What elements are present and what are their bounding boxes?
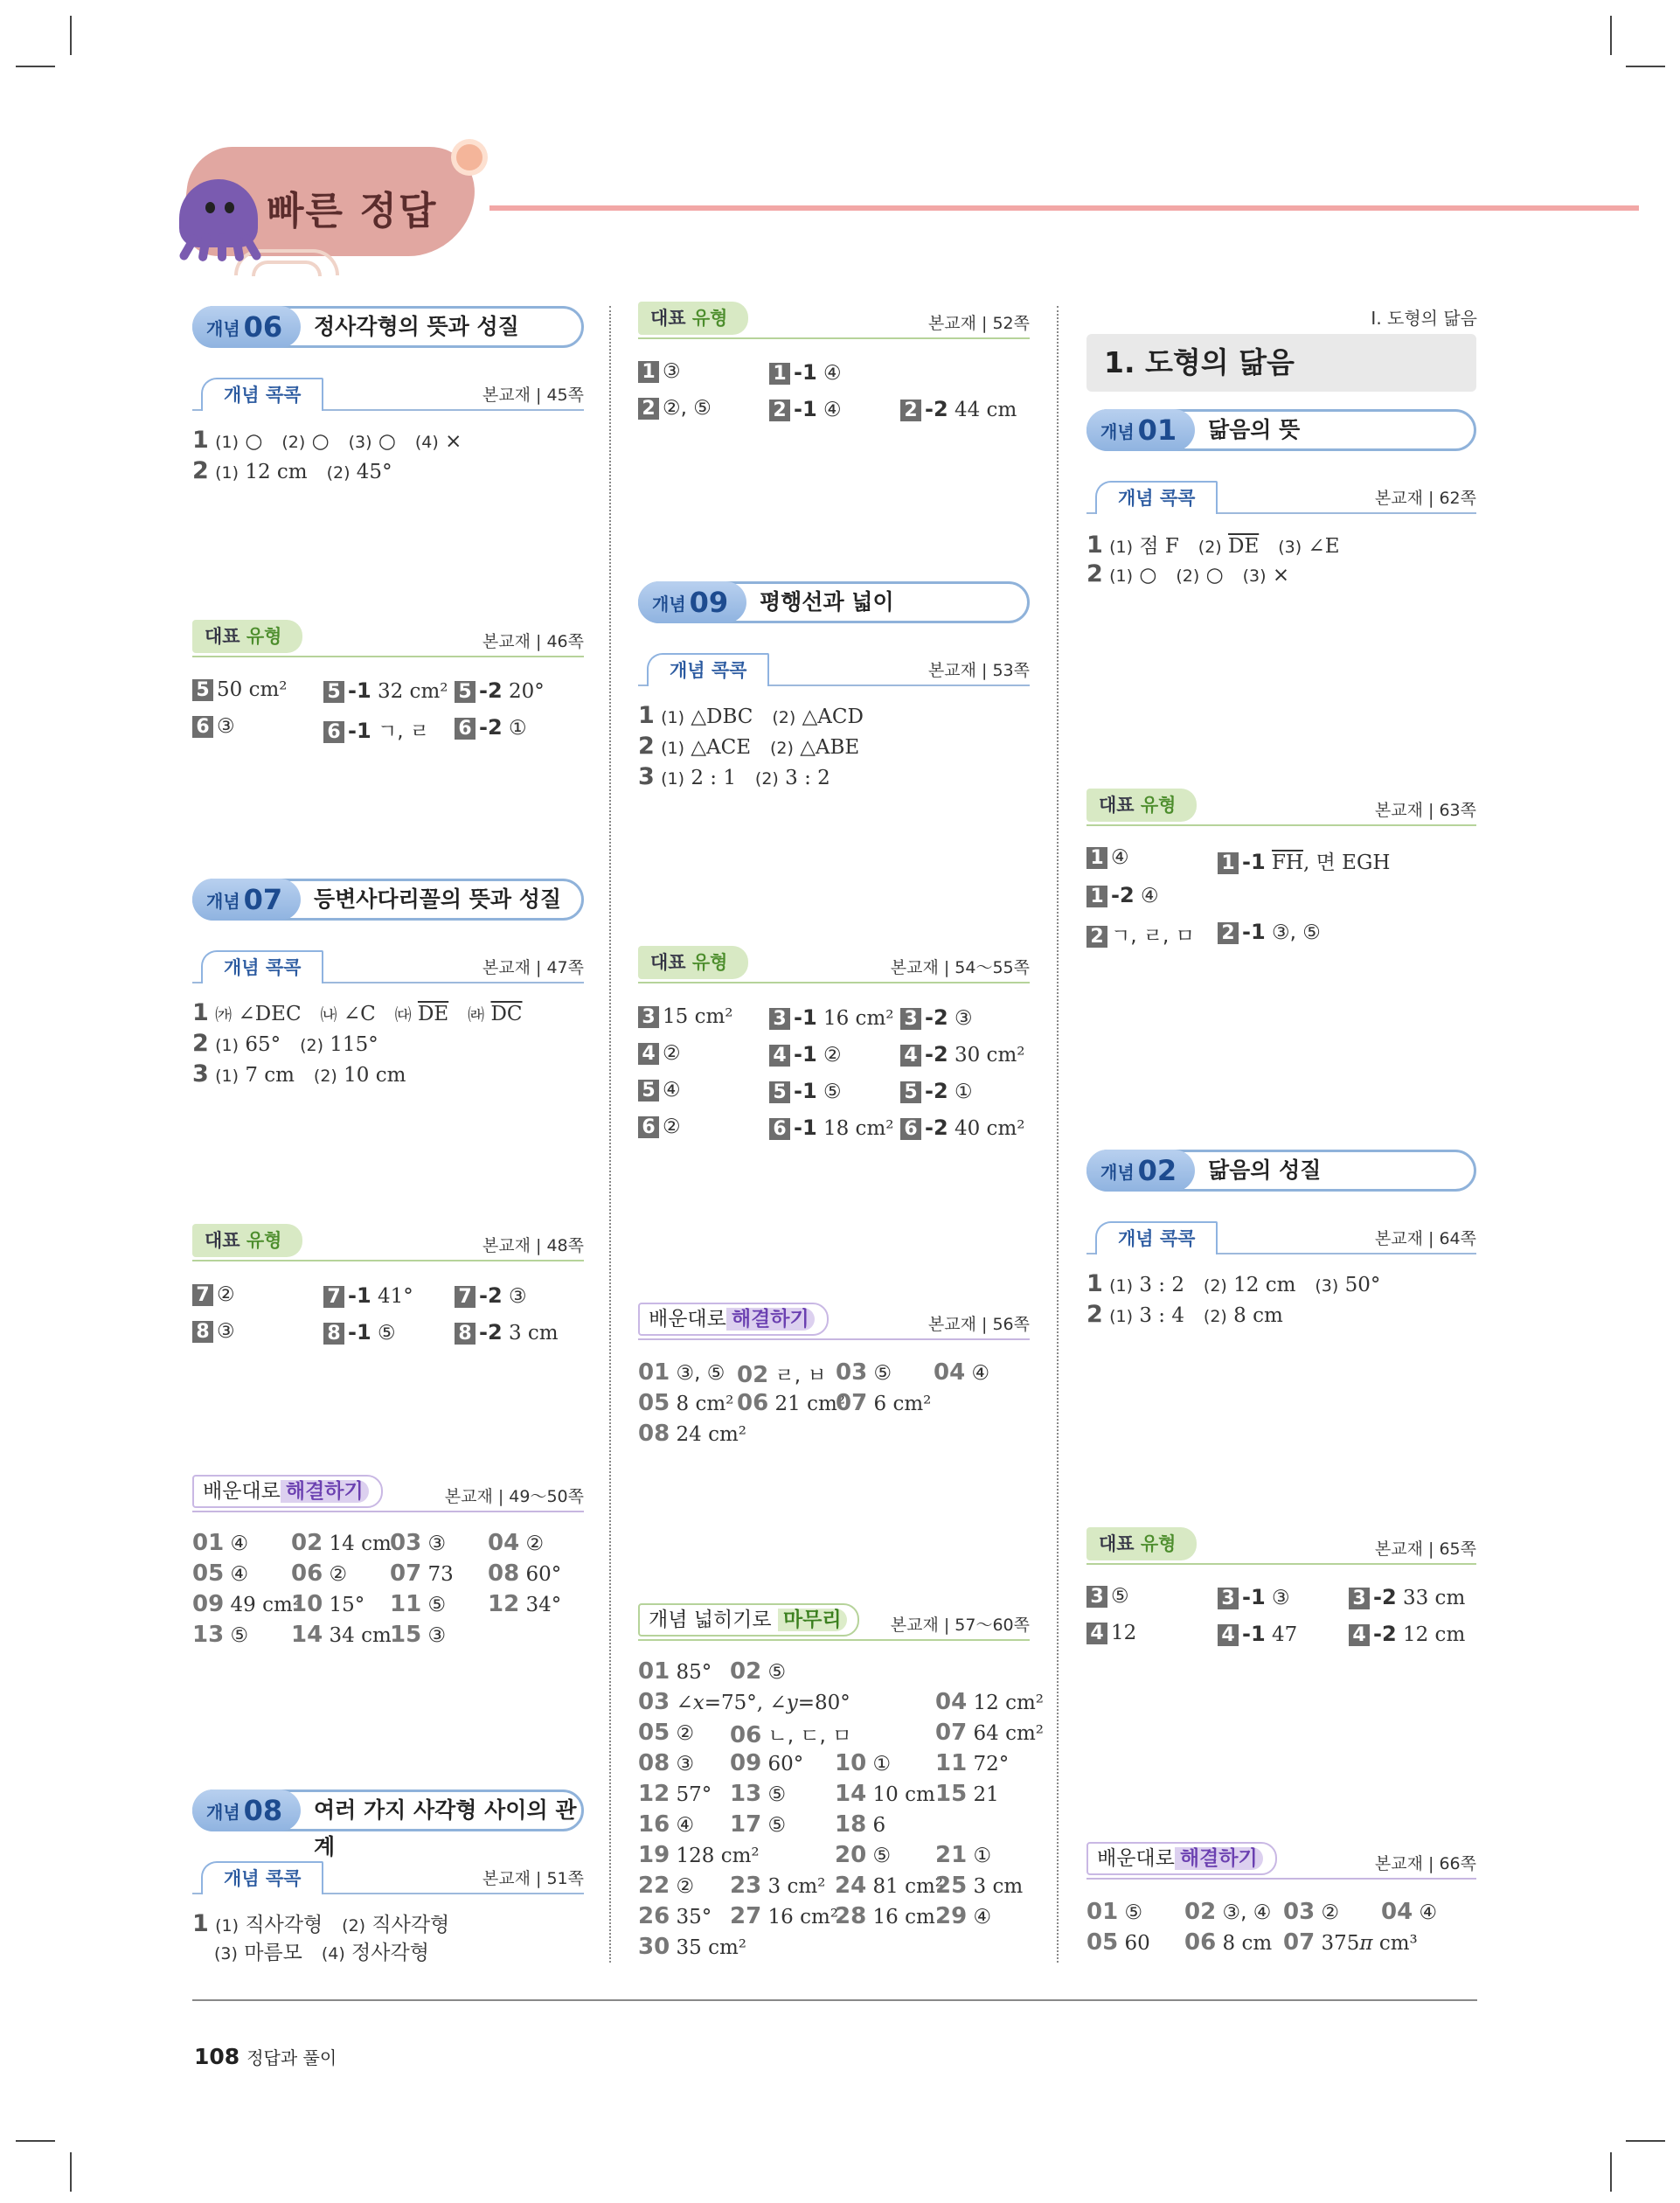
answer-line: 15 ③ [390, 1622, 447, 1648]
answer-line: 19 128 cm² [638, 1842, 760, 1868]
answer-line: 11 72° [935, 1750, 1010, 1776]
crop-mark [1610, 2152, 1612, 2192]
answer-line: 05 ② [638, 1720, 695, 1746]
answer-line: 07 64 cm² [935, 1720, 1044, 1746]
answer-line: 1 ④ [1086, 846, 1129, 869]
answer-line: 4 -2 30 cm² [900, 1042, 1024, 1067]
answer-line: 06 8 cm [1184, 1929, 1273, 1956]
answer-line: 07 73 [390, 1560, 454, 1587]
kokkok-header: 개념 콕콕 본교재 | 64쪽 [1086, 1220, 1476, 1254]
answer-line: 21 ① [935, 1842, 992, 1868]
chapter-title: 1. 도형의 닮음 [1086, 334, 1476, 392]
kokkok-header: 개념 콕콕 본교재 | 62쪽 [1086, 479, 1476, 514]
answer-line: 05 8 cm² [638, 1390, 734, 1416]
answer-line: 4 -1 ② [769, 1042, 842, 1067]
crop-mark [16, 66, 55, 67]
answer-line: 5 -2 20° [455, 678, 545, 703]
answer-line: 11 ⑤ [390, 1591, 447, 1617]
answer-line: 6 -1 ㄱ, ㄹ [323, 715, 429, 744]
answer-line: 2 ②, ⑤ [638, 397, 712, 420]
answer-line: 04 ② [488, 1530, 545, 1556]
answer-line: 7 ② [192, 1283, 235, 1306]
answer-line: 28 16 cm [835, 1903, 935, 1929]
daepyo-header: 대표 유형 본교재 | 65쪽 [1086, 1530, 1476, 1565]
answer-line: 1 ③ [638, 360, 681, 383]
page-number: 108 [194, 2044, 240, 2069]
answer-line: 1 ㈎ ∠DEC ㈏ ∠C ㈐ $\overline{DE}$ ㈑ $\overline{DC}$ [192, 999, 523, 1026]
answer-line: 03 ③ [390, 1530, 447, 1556]
kokkok-header: 개념 콕콕 본교재 | 53쪽 [638, 651, 1030, 686]
crop-mark [70, 16, 72, 55]
answer-line: 6 -2 ① [455, 715, 527, 740]
crop-mark [16, 2140, 55, 2142]
answer-line: 1 (1) 3 : 2 (2) 12 cm (3) 50° [1086, 1270, 1381, 1297]
answer-line: 18 6 [835, 1811, 886, 1838]
answer-line: 10 ① [835, 1750, 892, 1776]
answer-line: 1 (1) △DBC (2) △ACD [638, 702, 864, 729]
answer-line: 08 ③ [638, 1750, 695, 1776]
answer-line: 20 ⑤ [835, 1842, 892, 1868]
answer-line: 13 ⑤ [192, 1622, 249, 1648]
answer-line: 3 -2 ③ [900, 1005, 973, 1030]
answer-line: 12 34° [488, 1591, 562, 1617]
answer-line: 27 16 cm² [730, 1903, 838, 1929]
answer-line: 13 ⑤ [730, 1781, 787, 1807]
answer-line: 6 -1 18 cm² [769, 1115, 893, 1140]
answer-line: 7 -1 41° [323, 1283, 413, 1308]
footer [194, 2044, 337, 2069]
answer-line: 07 6 cm² [836, 1390, 932, 1416]
answer-line: 3 -1 16 cm² [769, 1005, 893, 1030]
answer-line: 3 (1) 7 cm (2) 10 cm [192, 1060, 406, 1088]
answer-line: 2 (1) ○ (2) ○ (3) × [1086, 560, 1290, 587]
chapter-breadcrumb: Ⅰ. 도형의 닮음 [1371, 308, 1477, 329]
answer-line: 14 34 cm [291, 1622, 392, 1648]
baeun-header: 배운대로 해결하기 본교재 | 66쪽 [1086, 1845, 1476, 1880]
answer-line: 05 ④ [192, 1560, 249, 1587]
answer-line: 02 14 cm [291, 1530, 392, 1556]
answer-line: 1 (1) ○ (2) ○ (3) ○ (4) × [192, 427, 462, 454]
footer-label: 정답과 풀이 [246, 2047, 337, 2068]
answer-line: 16 ④ [638, 1811, 695, 1838]
answer-line: 3 -2 33 cm [1349, 1585, 1465, 1609]
answer-line: 29 ④ [935, 1903, 992, 1929]
answer-line: 22 ② [638, 1873, 695, 1899]
header-ripple [252, 261, 322, 276]
daepyo-header: 대표 유형 본교재 | 46쪽 [192, 622, 584, 657]
answer-line: 08 60° [488, 1560, 562, 1587]
answer-line: 8 ③ [192, 1320, 235, 1343]
answer-line: 5 ④ [638, 1079, 681, 1102]
answer-line: 02 ③, ④ [1184, 1899, 1272, 1925]
header-rule [489, 205, 1639, 211]
answer-line: 8 -1 ⑤ [323, 1320, 396, 1345]
answer-line: 01 ⑤ [1086, 1899, 1143, 1925]
answer-line: 2 ㄱ, ㄹ, ㅁ [1086, 920, 1195, 949]
mamuri-header: 개념 넓히기로 마무리 본교재 | 57～60쪽 [638, 1606, 1030, 1641]
answer-line: 1 -1 $\overline{FH}$, 면 EGH [1218, 846, 1390, 875]
sun-icon [456, 144, 482, 170]
answer-line: 3 -1 ③ [1218, 1585, 1290, 1609]
answer-line: 01 85° [638, 1658, 712, 1685]
footer-rule [192, 1999, 1477, 2001]
answer-line: 08 24 cm² [638, 1421, 746, 1447]
crop-mark [1610, 16, 1612, 55]
answer-line: 04 ④ [934, 1359, 990, 1386]
column-divider [1057, 306, 1059, 1963]
answer-line: 03 ∠x=75°, ∠y=80° [638, 1689, 850, 1715]
answer-line: 12 57° [638, 1781, 712, 1807]
answer-line: 3 ⑤ [1086, 1585, 1129, 1608]
answer-line: 05 60 [1086, 1929, 1150, 1956]
answer-line: 6 ③ [192, 715, 235, 738]
answer-line: 1 (1) 점 F (2) $\overline{DE}$ (3) ∠E [1086, 532, 1340, 559]
answer-line: 1 -1 ④ [769, 360, 842, 385]
answer-line: 8 -2 3 cm [455, 1320, 559, 1345]
answer-line: 4 -2 12 cm [1349, 1622, 1465, 1646]
crop-mark [1626, 66, 1665, 67]
answer-line: 4 -1 47 [1218, 1622, 1297, 1646]
kokkok-header: 개념 콕콕 본교재 | 47쪽 [192, 949, 584, 983]
answer-line: 10 15° [291, 1591, 365, 1617]
answer-line: 06 ㄴ, ㄷ, ㅁ [730, 1722, 852, 1748]
answer-line: 17 ⑤ [730, 1811, 787, 1838]
answer-line: 7 -2 ③ [455, 1283, 527, 1308]
daepyo-header: 대표 유형 본교재 | 52쪽 [638, 304, 1030, 339]
section-header-09: 개념 09 평행선과 넓이 [638, 581, 1030, 623]
answer-line: 30 35 cm² [638, 1934, 746, 1960]
answer-line: 1 -2 ④ [1086, 883, 1159, 907]
answer-line: 2 (1) 65° (2) 115° [192, 1030, 378, 1057]
section-header-07: 개념 07 등변사다리꼴의 뜻과 성질 [192, 879, 584, 921]
answer-line: 02 ㄹ, ㅂ [737, 1362, 827, 1388]
daepyo-header: 대표 유형 본교재 | 54～55쪽 [638, 949, 1030, 983]
answer-line: 01 ④ [192, 1530, 249, 1556]
crop-mark [1626, 2140, 1665, 2142]
answer-line: 04 12 cm² [935, 1689, 1044, 1715]
section-header-01: 개념 01 닮음의 뜻 [1086, 409, 1476, 451]
crop-mark [70, 2152, 72, 2192]
answer-line: 15 21 [935, 1781, 999, 1807]
answer-line: 4 12 [1086, 1622, 1136, 1644]
answer-line: 5 50 cm² [192, 678, 288, 701]
answer-line: 02 ⑤ [730, 1658, 787, 1685]
section-header-02: 개념 02 닮음의 성질 [1086, 1150, 1476, 1192]
section-header-08: 개념 08 여러 가지 사각형 사이의 관계 [192, 1790, 584, 1831]
baeun-header: 배운대로 해결하기 본교재 | 49～50쪽 [192, 1477, 584, 1512]
kokkok-header: 개념 콕콕 본교재 | 45쪽 [192, 376, 584, 411]
answer-line: 25 3 cm [935, 1873, 1024, 1899]
baeun-header: 배운대로 해결하기 본교재 | 56쪽 [638, 1305, 1030, 1340]
answer-line: 3 15 cm² [638, 1005, 733, 1028]
answer-line: 5 -1 32 cm² [323, 678, 448, 703]
answer-line: 5 -1 ⑤ [769, 1079, 842, 1103]
answer-line: 6 ② [638, 1115, 681, 1138]
answer-line: 14 10 cm [835, 1781, 935, 1807]
answer-line: 5 -2 ① [900, 1079, 973, 1103]
answer-line: 6 -2 40 cm² [900, 1115, 1024, 1140]
answer-line: (3) 마름모 (4) 정사각형 [214, 1942, 429, 1964]
answer-line: 1 (1) 직사각형 (2) 직사각형 [192, 1910, 450, 1937]
answer-line: 4 ② [638, 1042, 681, 1065]
answer-line: 09 49 cm² [192, 1591, 301, 1617]
answer-line: 26 35° [638, 1903, 712, 1929]
answer-line: 09 60° [730, 1750, 804, 1776]
answer-line: 24 81 cm² [835, 1873, 943, 1899]
answer-line: 2 -1 ③, ⑤ [1218, 920, 1321, 944]
answer-line: 3 (1) 2 : 1 (2) 3 : 2 [638, 763, 830, 790]
answer-line: 03 ⑤ [836, 1359, 892, 1386]
answer-line: 2 (1) 3 : 4 (2) 8 cm [1086, 1301, 1283, 1328]
answer-line: 2 -1 ④ [769, 397, 842, 421]
column-divider [609, 306, 611, 1963]
answer-line: 2 -2 44 cm [900, 397, 1017, 421]
answer-line: 06 ② [291, 1560, 348, 1587]
daepyo-header: 대표 유형 본교재 | 63쪽 [1086, 791, 1476, 826]
answer-line: 23 3 cm² [730, 1873, 826, 1899]
answer-line: 2 (1) △ACE (2) △ABE [638, 733, 860, 760]
answer-line: 2 (1) 12 cm (2) 45° [192, 457, 392, 484]
kokkok-header: 개념 콕콕 본교재 | 51쪽 [192, 1859, 584, 1894]
answer-line: 07 375π cm³ [1283, 1929, 1418, 1956]
section-header-06: 개념 06 정사각형의 뜻과 성질 [192, 306, 584, 348]
answer-line: 06 21 cm² [737, 1390, 845, 1416]
page-title: 빠른 정답 [267, 189, 438, 233]
answer-line: 03 ② [1283, 1899, 1340, 1925]
answer-line: 01 ③, ⑤ [638, 1359, 725, 1386]
answer-line: 04 ④ [1381, 1899, 1438, 1925]
daepyo-header: 대표 유형 본교재 | 48쪽 [192, 1227, 584, 1261]
